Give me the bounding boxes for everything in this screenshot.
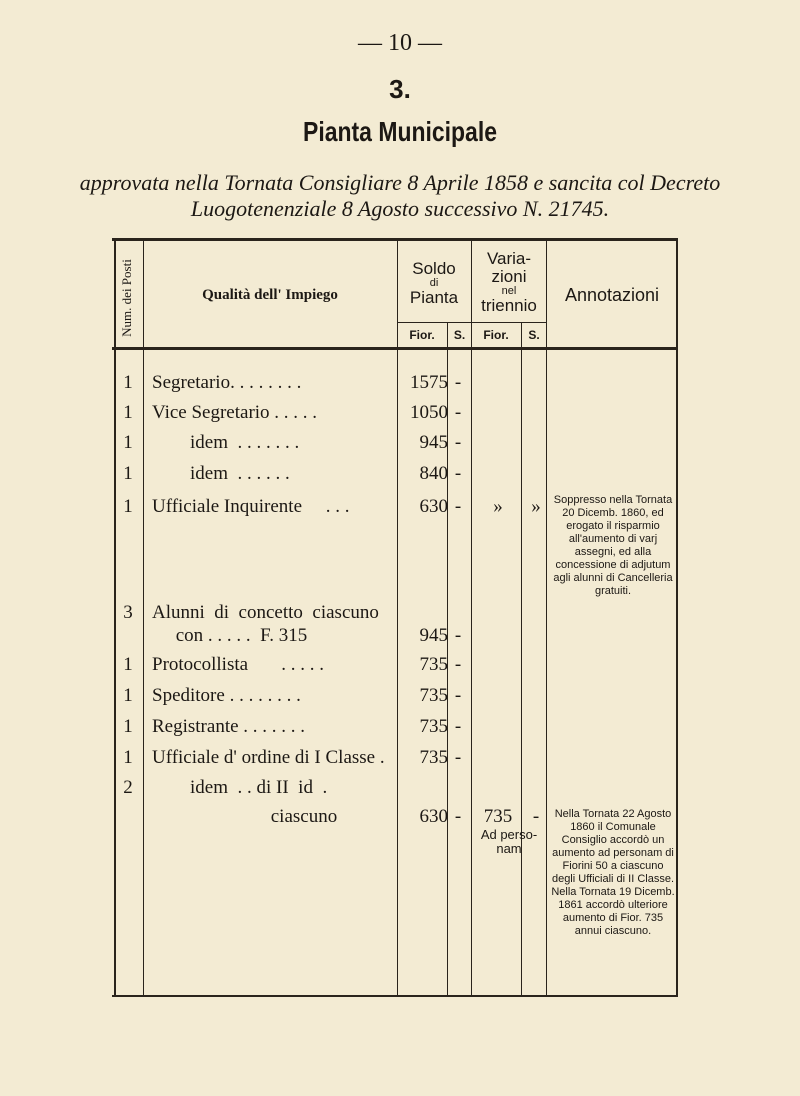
row-soldi: -	[454, 402, 462, 423]
table-bottom-rule	[112, 995, 678, 997]
row-soldi: -	[454, 654, 462, 675]
row-description: Vice Segretario . . . . .	[152, 402, 318, 423]
row-fiorini: 630	[419, 806, 448, 827]
annotation-note-2: Nella Tornata 22 Agosto 1860 il Comunale Consiglio accordò un aumento ad personam di Fiorini 50 a ciascuno degli Ufficiali di II Classe. Nella Tornata 19 Dicemb. 1861 accordò ulteriore aumento di Fior. 735 annui ciascuno.	[551, 808, 675, 937]
row-soldi: -	[454, 716, 462, 737]
section-number: 3.	[389, 74, 411, 104]
row-fiorini: 1050	[410, 402, 448, 423]
header-qualita: Qualità dell' Impiego	[202, 287, 338, 303]
row-description: Ufficiale d' ordine di I Classe .	[152, 747, 385, 768]
row-description: idem . . . . . . .	[152, 432, 300, 453]
row-count: 1	[123, 372, 133, 393]
row-variation-fiorini: 735	[483, 806, 513, 827]
col-rule-soldo	[397, 240, 398, 995]
col-rule-annot	[546, 240, 547, 995]
table-left-rule	[114, 240, 116, 995]
row-description: con . . . . . F. 315	[152, 625, 308, 646]
row-soldi: -	[454, 625, 462, 646]
page-number: — 10 —	[358, 30, 442, 56]
row-fiorini: 1575	[410, 372, 448, 393]
row-soldi: -	[454, 372, 462, 393]
row-count: 1	[123, 654, 133, 675]
row-count: 3	[123, 602, 133, 623]
table-top-rule	[112, 238, 678, 241]
row-description: Segretario. . . . . . . .	[152, 372, 302, 393]
row-fiorini: 945	[419, 432, 448, 453]
row-count: 1	[123, 463, 133, 484]
row-description: idem . . . . . .	[152, 463, 290, 484]
row-count: 1	[123, 402, 133, 423]
row-fiorini: 735	[419, 747, 448, 768]
row-count: 1	[123, 716, 133, 737]
subheader-rule-var	[471, 322, 546, 323]
ad-personam-label: Ad perso- nam	[480, 827, 538, 856]
row-soldi: -	[454, 463, 462, 484]
header-variazioni: Varia- zioni nel triennio	[481, 249, 537, 316]
row-fiorini: 840	[419, 463, 448, 484]
header-fior-1: Fior.	[409, 328, 435, 342]
col-rule-var-s	[521, 322, 522, 995]
row-description: Speditore . . . . . . . .	[152, 685, 301, 706]
row-count: 1	[123, 685, 133, 706]
subheader-rule-soldo	[397, 322, 472, 323]
table-header-rule	[112, 347, 678, 350]
row-variation-soldi: »	[531, 496, 541, 517]
row-variation-fiorini: »	[493, 496, 503, 517]
row-description: Alunni di concetto ciascuno	[152, 602, 379, 623]
row-soldi: -	[454, 496, 462, 517]
header-s-2: S.	[528, 328, 540, 342]
row-description: Ufficiale Inquirente . . .	[152, 496, 350, 517]
row-description: Registrante . . . . . . .	[152, 716, 306, 737]
row-fiorini: 945	[419, 625, 448, 646]
header-s-1: S.	[453, 328, 466, 342]
col-rule-num	[143, 240, 144, 995]
row-description: idem . . di II id .	[152, 777, 328, 798]
row-count: 1	[123, 496, 133, 517]
row-description: Protocollista . . . . .	[152, 654, 325, 675]
row-count: 1	[123, 747, 133, 768]
row-fiorini: 735	[419, 654, 448, 675]
header-soldo: Soldo di Pianta	[409, 259, 459, 308]
row-fiorini: 735	[419, 685, 448, 706]
col-rule-var	[471, 240, 472, 995]
table-right-rule	[676, 240, 678, 995]
annotation-note-1: Soppresso nella Tornata 20 Dicemb. 1860, ed erogato il risparmio all'aumento di varj assegni, ed alla concessione di adjutum agli alunni di Cancelleria gratuiti.	[553, 494, 673, 597]
row-soldi: -	[454, 747, 462, 768]
row-fiorini: 735	[419, 716, 448, 737]
header-fior-2: Fior.	[483, 328, 509, 342]
row-soldi: -	[454, 806, 462, 827]
row-count: 1	[123, 432, 133, 453]
subtitle-line-1: approvata nella Tornata Consigliare 8 Aprile 1858 e sancita col Decreto	[79, 170, 721, 195]
header-num-posti: Num. dei Posti	[119, 259, 135, 337]
row-description: ciascuno	[152, 806, 338, 827]
row-count: 2	[123, 777, 133, 798]
header-annotazioni: Annotazioni	[564, 285, 660, 305]
page-title: Pianta Municipale	[303, 116, 497, 147]
row-variation-soldi: -	[532, 806, 540, 827]
row-soldi: -	[454, 685, 462, 706]
row-soldi: -	[454, 432, 462, 453]
row-fiorini: 630	[419, 496, 448, 517]
subtitle-line-2: Luogotenenziale 8 Agosto successivo N. 21745.	[190, 196, 610, 221]
